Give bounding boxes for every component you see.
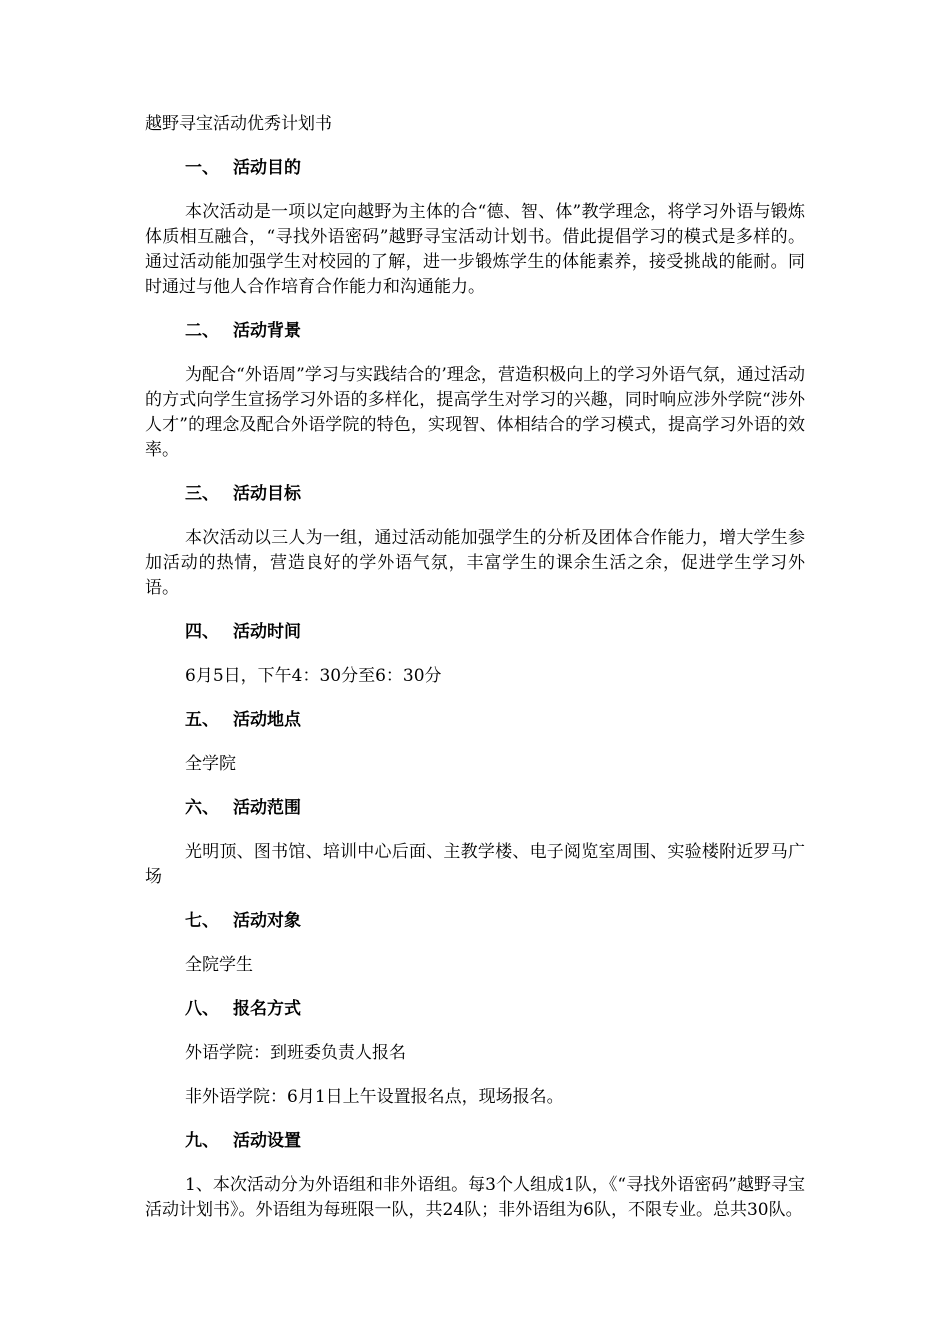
section-number: 七、 — [185, 911, 219, 931]
section-line: 6月5日，下午4：30分至6：30分 — [185, 666, 442, 686]
document-page — [145, 112, 805, 1242]
section-heading-purpose — [145, 156, 805, 181]
section-heading-background — [145, 319, 805, 344]
section-number: 一、 — [185, 158, 219, 178]
section-paragraph: 本次活动以三人为一组，通过活动能加强学生的分析及团体合作能力，增大学生参加活动的热情，营造良好的学外语气氛，丰富学生的课余生活之余，促进学生学习外语。 — [145, 528, 805, 598]
section-number: 八、 — [185, 999, 219, 1019]
section-number: 六、 — [185, 798, 219, 818]
section-title: 活动对象 — [233, 911, 301, 931]
section-heading-setup — [145, 1129, 805, 1154]
section-heading-scope — [145, 796, 805, 821]
section-heading-registration — [145, 997, 805, 1022]
section-number: 五、 — [185, 710, 219, 730]
section-title: 活动时间 — [233, 622, 301, 642]
section-heading-audience — [145, 909, 805, 934]
section-title: 活动目的 — [233, 158, 301, 178]
section-title: 报名方式 — [233, 999, 301, 1019]
section-title: 活动地点 — [233, 710, 301, 730]
section-heading-goals — [145, 482, 805, 507]
section-heading-time — [145, 620, 805, 645]
section-line: 非外语学院：6月1日上午设置报名点，现场报名。 — [185, 1087, 564, 1107]
section-line: 全院学生 — [185, 955, 253, 975]
section-paragraph: 本次活动是一项以定向越野为主体的合“德、智、体”教学理念，将学习外语与锻炼体质相互融合，“寻找外语密码”越野寻宝活动计划书。借此提倡学习的模式是多样的。通过活动能加强学生对校园的了解，进一步锻炼学生的体能素养，接受挑战的能耐。同时通过与他人合作培育合作能力和沟通能力。 — [145, 202, 805, 297]
section-title: 活动背景 — [233, 321, 301, 341]
section-paragraph: 为配合“外语周”学习与实践结合的’理念，营造积极向上的学习外语气氛，通过活动的方式向学生宣扬学习外语的多样化，提高学生对学习的兴趣，同时响应涉外学院“涉外人才”的理念及配合外语学院的特色，实现智、体相结合的学习模式，提高学习外语的效率。 — [145, 365, 805, 460]
section-title: 活动设置 — [233, 1131, 301, 1151]
section-title: 活动范围 — [233, 798, 301, 818]
section-title: 活动目标 — [233, 484, 301, 504]
section-number: 二、 — [185, 321, 219, 341]
section-heading-location — [145, 708, 805, 733]
section-paragraph: 1、本次活动分为外语组和非外语组。每3个人组成1队，《“寻找外语密码”越野寻宝活动计划书》。外语组为每班限一队，共24队；非外语组为6队，不限专业。总共30队。 — [145, 1175, 805, 1220]
section-number: 三、 — [185, 484, 219, 504]
section-number: 九、 — [185, 1131, 219, 1151]
section-line: 外语学院：到班委负责人报名 — [185, 1043, 406, 1063]
section-paragraph: 光明顶、图书馆、培训中心后面、主教学楼、电子阅览室周围、实验楼附近罗马广场 — [145, 842, 805, 887]
section-number: 四、 — [185, 622, 219, 642]
section-line: 全学院 — [185, 754, 236, 774]
document-title: 越野寻宝活动优秀计划书 — [145, 114, 332, 134]
